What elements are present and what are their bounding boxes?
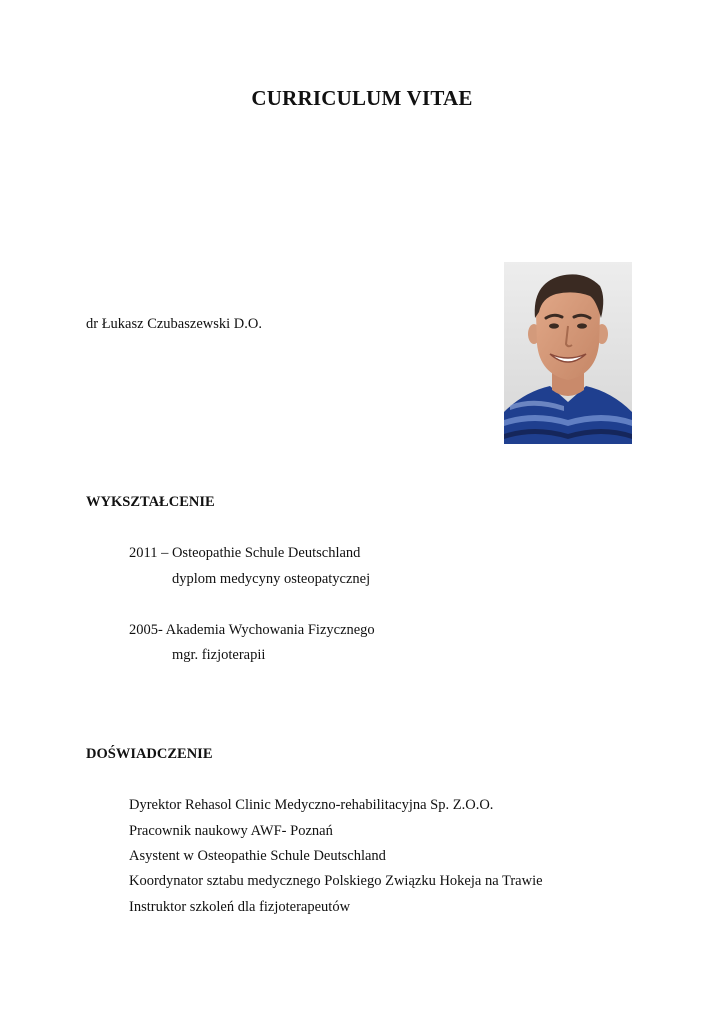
experience-heading: DOŚWIADCZENIE	[86, 746, 213, 762]
experience-item: Asystent w Osteopathie Schule Deutschland	[129, 848, 386, 864]
education-entry-title: 2005- Akademia Wychowania Fizycznego	[129, 622, 375, 638]
experience-item: Instruktor szkoleń dla fizjoterapeutów	[129, 899, 351, 915]
education-entry-detail: mgr. fizjoterapii	[172, 647, 266, 663]
portrait-photo-icon	[504, 262, 632, 444]
experience-item: Pracownik naukowy AWF- Poznań	[129, 823, 333, 839]
document-title: CURRICULUM VITAE	[251, 86, 473, 110]
education-entry-title: 2011 – Osteopathie Schule Deutschland	[129, 545, 361, 561]
education-entry-detail: dyplom medycyny osteopatycznej	[172, 571, 371, 587]
experience-item: Dyrektor Rehasol Clinic Medyczno-rehabilitacyjna Sp. Z.O.O.	[129, 797, 494, 813]
experience-item: Koordynator sztabu medycznego Polskiego Związku Hokeja na Trawie	[129, 873, 543, 889]
portrait-photo	[504, 262, 632, 444]
education-heading: WYKSZTAŁCENIE	[86, 494, 215, 510]
person-name: dr Łukasz Czubaszewski D.O.	[86, 316, 262, 332]
